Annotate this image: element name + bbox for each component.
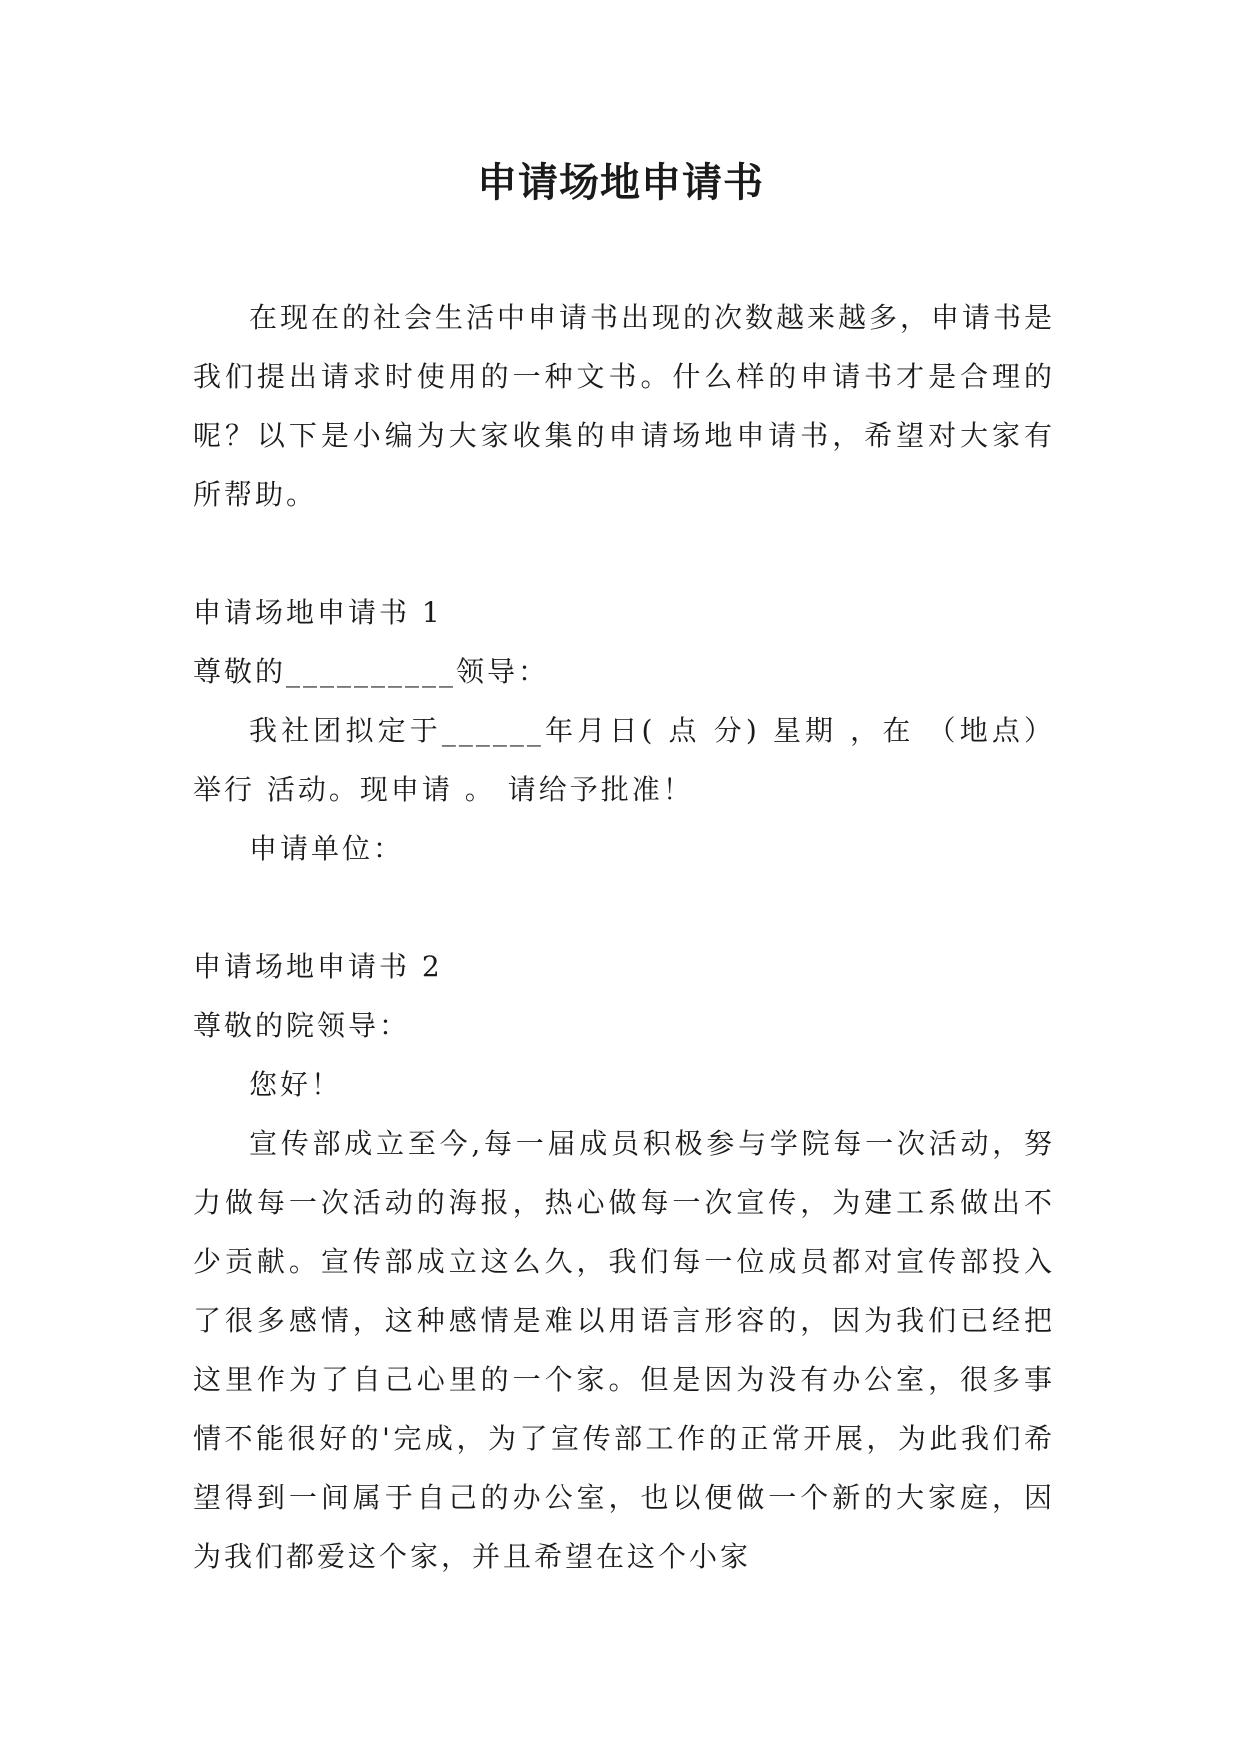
letter1-salutation-prefix: 尊敬的 [193,655,287,688]
letter2-body: 宣传部成立至今,每一届成员积极参与学院每一次活动，努力做每一次活动的海报，热心做每一次宣传，为建工系做出不少贡献。宣传部成立这么久，我们每一位成员都对宣传部投入了很多感情，这种感情是难以用语言形容的，因为我们已经把这里作为了自己心里的一个家。但是因为没有办公室，很多事情不能很好的'完成，为了宣传部工作的正常开展，为此我们希望得到一间属于自己的办公室，也以便做一个新的大家庭，因为我们都爱这个家，并且希望在这个小家 [193,1127,1055,1573]
letter1-body: 我社团拟定于______年月日( 点 分) 星期 ，在 （地点）举行 活动。现申请 。 请给予批准！ [193,714,1055,806]
letter2-heading: 申请场地申请书 2 [193,950,443,983]
document-body [193,288,1055,1586]
spacer [193,524,1055,583]
letter1-salutation [193,642,1055,701]
letter1-signature: 申请单位： [249,832,405,865]
spacer [193,878,1055,937]
document-title: 申请场地申请书 [477,159,764,206]
letter2-salutation: 尊敬的院领导： [193,1009,411,1042]
letter1-heading: 申请场地申请书 1 [193,596,443,629]
letter2-greeting: 您好！ [249,1068,343,1101]
intro-paragraph: 在现在的社会生活中申请书出现的次数越来越多，申请书是我们提出请求时使用的一种文书。什么样的申请书才是合理的呢？以下是小编为大家收集的申请场地申请书，希望对大家有所帮助。 [193,301,1056,511]
letter1-salutation-suffix: 领导： [456,655,550,688]
letter1-salutation-blank: __________ [286,655,457,688]
